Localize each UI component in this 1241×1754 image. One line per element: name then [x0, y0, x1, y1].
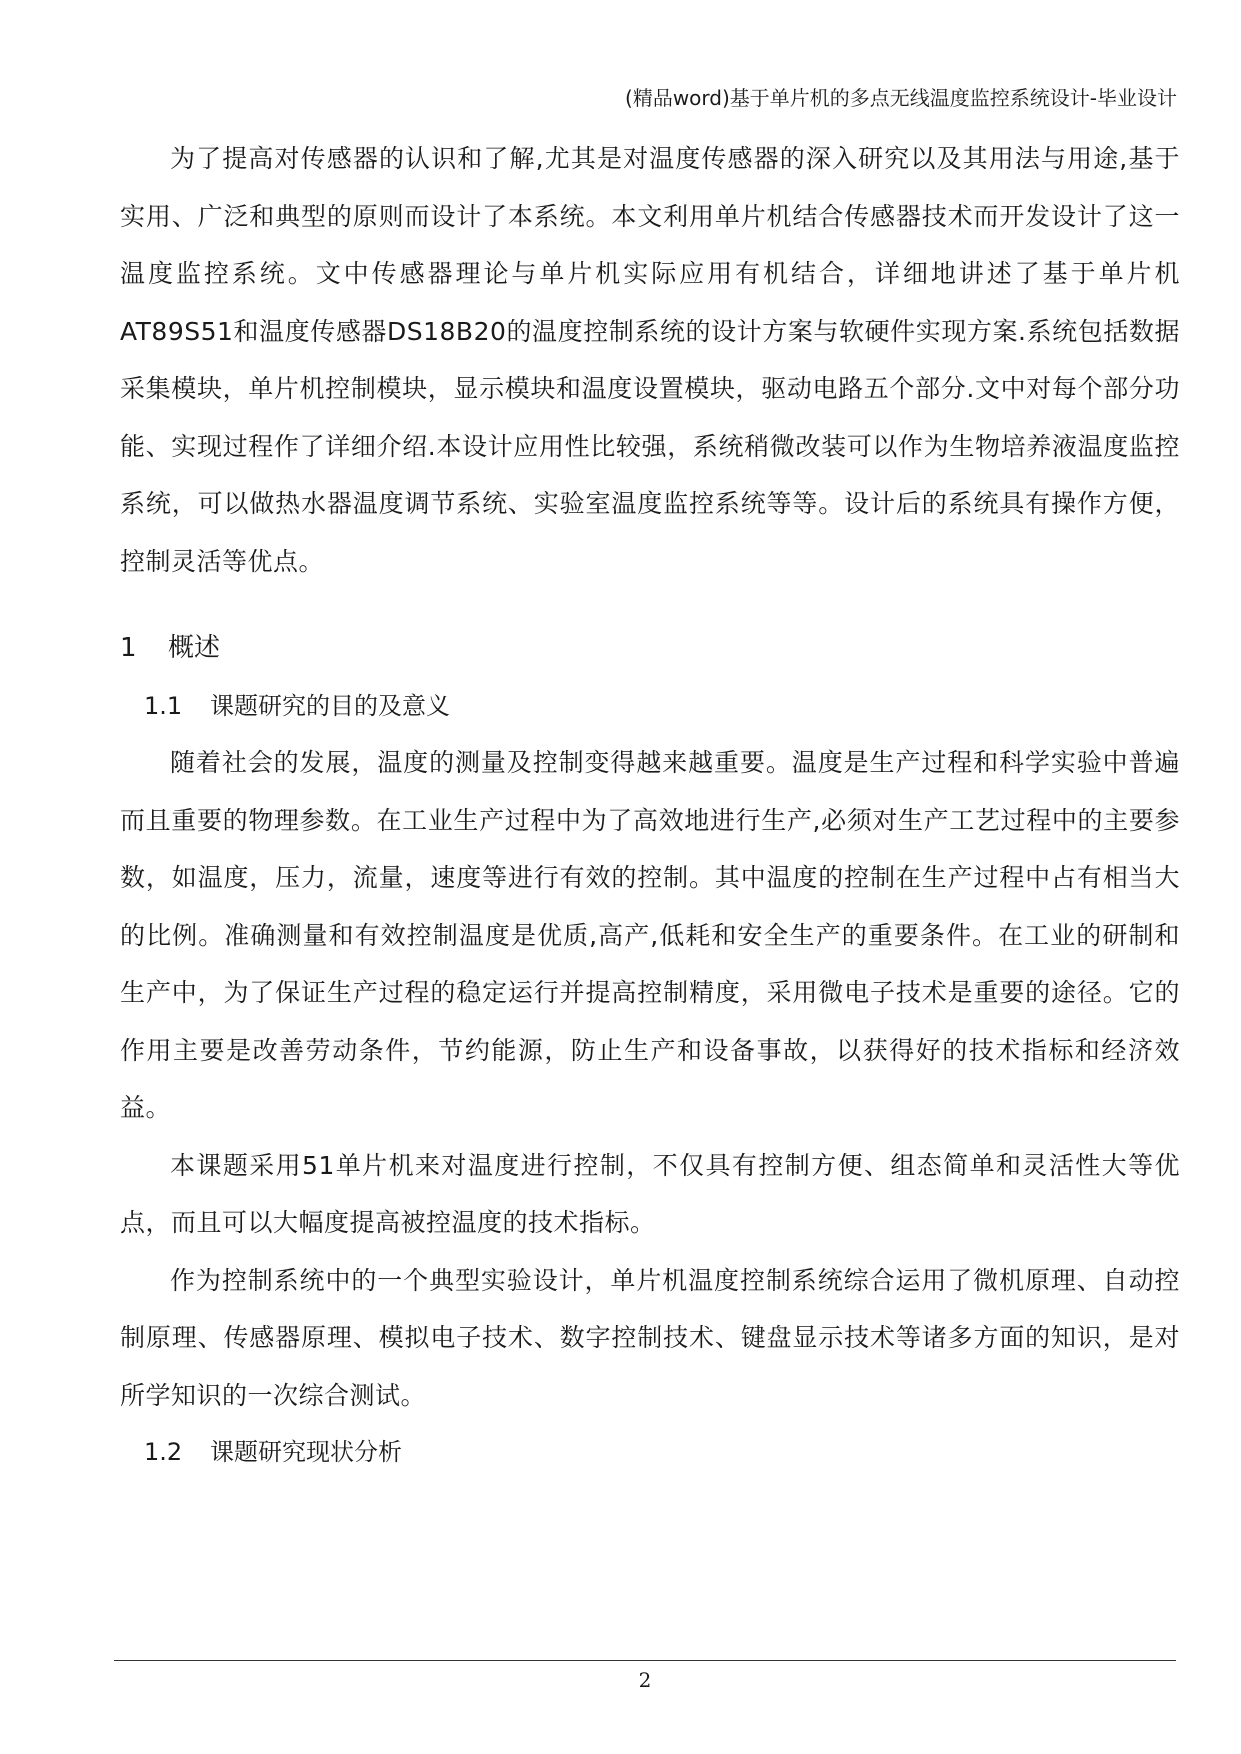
body-paragraph-2: 本课题采用51单片机来对温度进行控制，不仅具有控制方便、组态简单和灵活性大等优点，而且可以大幅度提高被控温度的技术指标。: [120, 1150, 1180, 1237]
body-paragraph-3: 作为控制系统中的一个典型实验设计，单片机温度控制系统综合运用了微机原理、自动控制原理、传感器原理、模拟电子技术、数字控制技术、键盘显示技术等诸多方面的知识，是对所学知识的一次综合测试。: [120, 1265, 1180, 1410]
section-number: 1.1: [144, 692, 183, 720]
section-number: 1.2: [144, 1438, 183, 1466]
abstract-paragraph: 为了提高对传感器的认识和了解,尤其是对温度传感器的深入研究以及其用法与用途,基于实用、广泛和典型的原则而设计了本系统。本文利用单片机结合传感器技术而开发设计了这一温度监控系统。文中传感器理论与单片机实际应用有机结合，详细地讲述了基于单片机AT89S51和温度传感器DS18B20的温度控制系统的设计方案与软硬件实现方案.系统包括数据采集模块，单片机控制模块，显示模块和温度设置模块，驱动电路五个部分.文中对每个部分功能、实现过程作了详细介绍.本设计应用性比较强，系统稍微改装可以作为生物培养液温度监控系统，可以做热水器温度调节系统、实验室温度监控系统等等。设计后的系统具有操作方便，控制灵活等优点。: [120, 144, 1180, 576]
section-title: 概述: [168, 633, 221, 663]
section-title: 课题研究现状分析: [210, 1438, 402, 1466]
section-heading-1: [120, 618, 1180, 678]
footer-divider: [114, 1660, 1176, 1661]
body-paragraph-1: 随着社会的发展，温度的测量及控制变得越来越重要。温度是生产过程和科学实验中普遍而且重要的物理参数。在工业生产过程中为了高效地进行生产,必须对生产工艺过程中的主要参数，如温度，压力，流量，速度等进行有效的控制。其中温度的控制在生产过程中占有相当大的比例。准确测量和有效控制温度是优质,高产,低耗和安全生产的重要条件。在工业的研制和生产中，为了保证生产过程的稳定运行并提高控制精度，采用微电子技术是重要的途径。它的作用主要是改善劳动条件，节约能源，防止生产和设备事故，以获得好的技术指标和经济效益。: [120, 748, 1180, 1122]
section-title: 课题研究的目的及意义: [210, 692, 450, 720]
page-number: 2: [638, 1668, 652, 1692]
section-heading-1-2: [144, 1424, 1180, 1480]
running-header: (精品word)基于单片机的多点无线温度监控系统设计-毕业设计: [625, 86, 1177, 110]
spacer: [120, 590, 1180, 618]
page-body: [120, 130, 1180, 1480]
section-heading-1-1: [144, 678, 1180, 734]
section-number: 1: [120, 633, 137, 663]
